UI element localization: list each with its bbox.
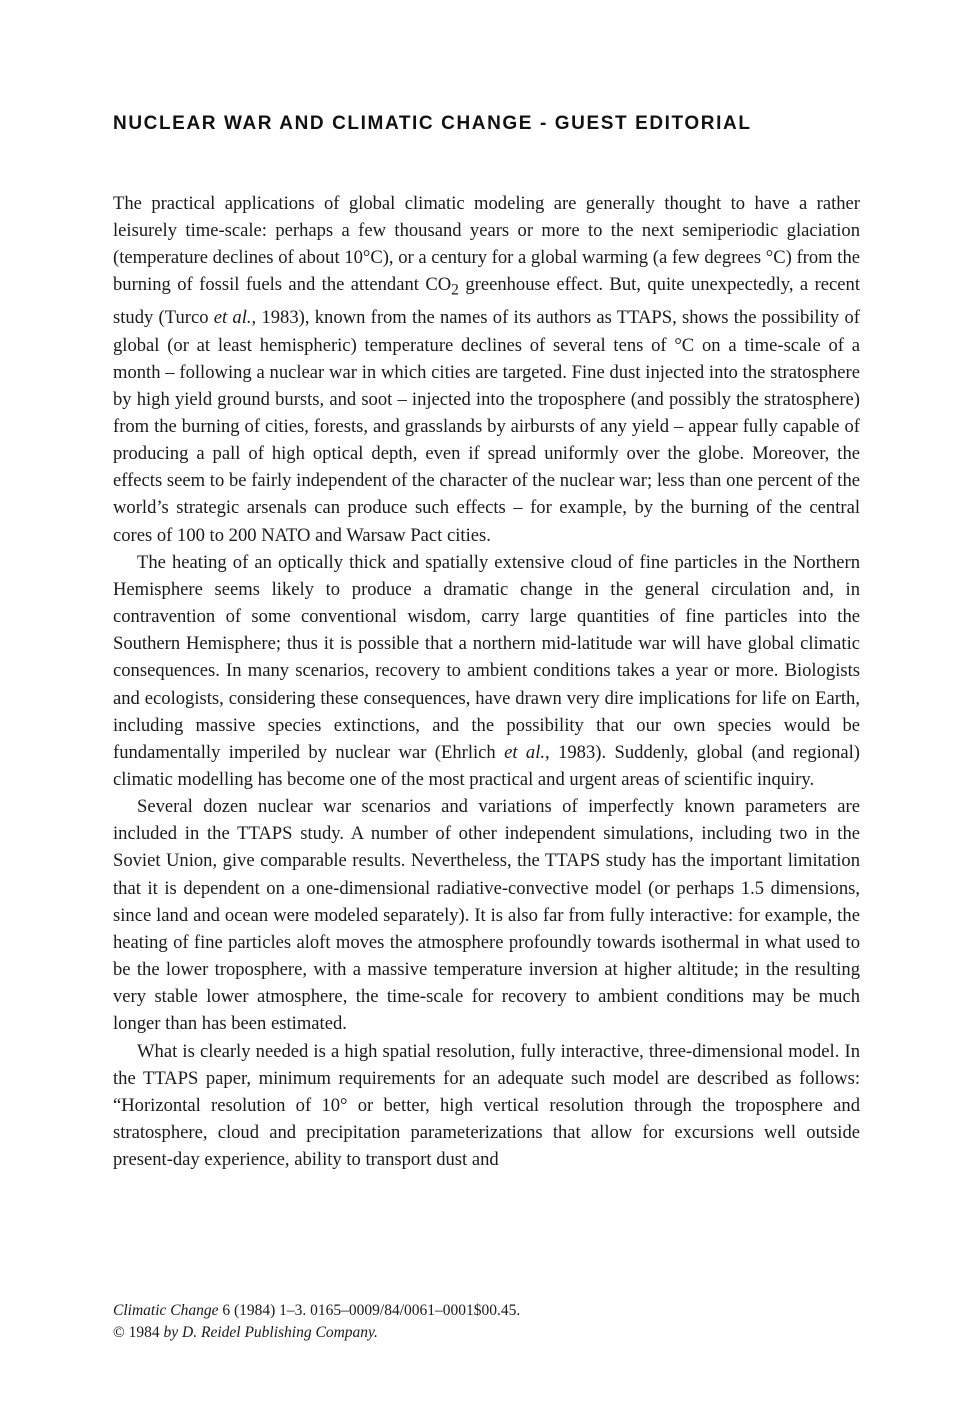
citation-details: 6 (1984) 1–3. 0165–0009/84/0061–0001$00.45. <box>218 1302 521 1319</box>
paragraph-1-text-b: greenhouse effect. But, quite unexpectedly, a recent study (Turco <box>113 274 860 329</box>
paragraph-1-text-a: The practical applications of global climatic modeling are generally thought to have a rather leisurely time-scale: perhaps a few thousand years or more to the next semiperiodic glaciation (temperature declines of about 10°C), or a century for a global warming (a few degrees °C) from the burning of fossil fuels and the attendant CO <box>113 193 860 296</box>
paragraph-1-text-c: , 1983), known from the names of its authors as TTAPS, shows the possibility of global (or at least hemispheric) temperature declines of several tens of °C on a time-scale of a month – following a nuclear war in which cities are targeted. Fine dust injected into the stratosphere by high yield ground bursts, and soot – injected into the troposphere (and possibly the stratosphere) from the burning of cities, forests, and grasslands by airbursts of any yield – appear fully capable of producing a pall of high optical depth, even if spread uniformly over the globe. Moreover, the effects seem to be fairly independent of the character of the nuclear war; less than one percent of the world’s strategic arsenals can produce such effects – for example, by the burning of the central cores of 100 to 200 NATO and Warsaw Pact cities. <box>113 307 860 546</box>
citation-et-al: et al. <box>213 307 252 329</box>
paragraph-1 <box>113 190 860 549</box>
copyright-year: © 1984 <box>113 1324 164 1341</box>
page-footer <box>113 1300 813 1344</box>
paragraph-3: Several dozen nuclear war scenarios and variations of imperfectly known parameters are included in the TTAPS study. A number of other independent simulations, including two in the Soviet Union, give comparable results. Nevertheless, the TTAPS study has the important limitation that it is dependent on a one-dimensional radiative-convective model (or perhaps 1.5 dimensions, since land and ocean were modeled separately). It is also far from fully interactive: for example, the heating of fine particles aloft moves the atmosphere profoundly towards isothermal in what used to be the lower troposphere, with a massive temperature inversion at higher altitude; in the resulting very stable lower atmosphere, the time-scale for recovery to ambient conditions may be much longer than has been estimated. <box>113 796 860 1035</box>
copyright-line <box>113 1322 813 1344</box>
article-body <box>113 190 860 1173</box>
paragraph-2 <box>113 549 860 793</box>
paragraph-4: What is clearly needed is a high spatial resolution, fully interactive, three-dimensional model. In the TTAPS paper, minimum requirements for an adequate such model are described as follows: “Horizontal resolution of 10° or better, high vertical resolution through the troposphere and stratosphere, cloud and precipitation parameterizations that allow for excursions well outside present-day experience, ability to transport dust and <box>113 1040 860 1171</box>
co2-subscript: 2 <box>451 282 459 300</box>
publisher-name: by D. Reidel Publishing Company. <box>163 1324 378 1341</box>
citation-line <box>113 1300 813 1322</box>
paragraph-2-text-b: , 1983). Suddenly, global (and regional) climatic modelling has become one of the most practical and urgent areas of scientific inquiry. <box>113 741 860 790</box>
citation-et-al: et al. <box>504 741 546 763</box>
journal-name: Climatic Change <box>113 1302 219 1319</box>
paragraph-2-text-a: The heating of an optically thick and spatially extensive cloud of fine particles in the Northern Hemisphere seems likely to produce a dramatic change in the general circulation and, in contravention of some conventional wisdom, carry large quantities of fine particles into the Southern Hemisphere; thus it is possible that a northern mid-latitude war will have global climatic consequences. In many scenarios, recovery to ambient conditions takes a year or more. Biologists and ecologists, considering these consequences, have drawn very dire implications for life on Earth, including massive species extinctions, and the possibility that our own species would be fundamentally imperiled by nuclear war (Ehrlich <box>113 551 860 763</box>
article-title: NUCLEAR WAR AND CLIMATIC CHANGE - GUEST EDITORIAL <box>113 113 752 134</box>
